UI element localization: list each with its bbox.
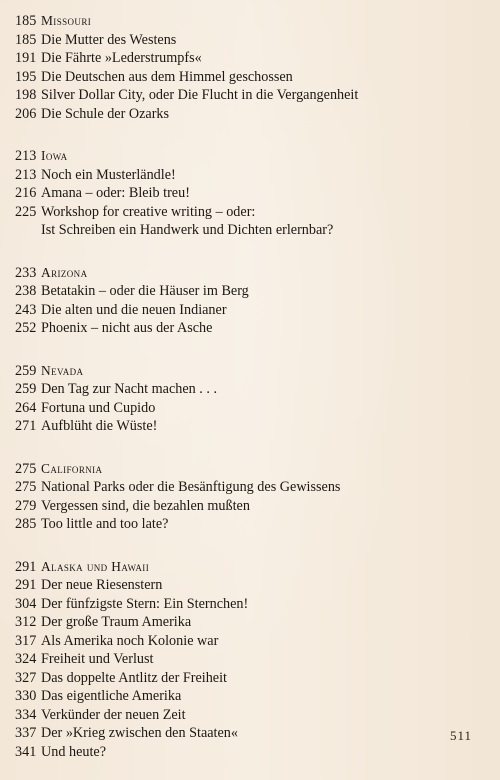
toc-section-heading [15, 147, 485, 166]
toc-page-ref: 252 [15, 320, 37, 336]
toc-page-ref: 185 [15, 13, 37, 29]
toc-entry [15, 724, 485, 743]
toc-entry [15, 515, 485, 534]
toc-entry [15, 301, 485, 320]
toc-entry-title: Vergessen sind, die bezahlen mußten [41, 497, 250, 514]
toc-entry-title: Die Deutschen aus dem Himmel geschossen [41, 68, 293, 85]
toc-entry-continuation: Ist Schreiben ein Handwerk und Dichten erlernbar? [41, 222, 334, 238]
toc-entry-title: Den Tag zur Nacht machen . . . [41, 381, 218, 397]
toc-page-ref: 334 [15, 706, 37, 723]
toc-entry-title: Die Fährte »Lederstrumpfs« [41, 50, 202, 66]
toc-page-ref: 275 [15, 460, 37, 477]
toc-page-ref: 243 [15, 301, 37, 318]
toc-heading-title: California [41, 460, 103, 476]
toc-entry-title: Freiheit und Verlust [41, 651, 154, 667]
toc-section-heading [15, 558, 485, 577]
toc-page-ref: 238 [15, 283, 37, 299]
toc-page-ref: 291 [15, 577, 37, 593]
toc-page-ref: 206 [15, 105, 37, 122]
toc-page-ref: 233 [15, 264, 37, 281]
toc-page-ref: 271 [15, 418, 37, 434]
toc-section-heading [15, 460, 485, 479]
toc-entry-title: Amana – oder: Bleib treu! [41, 185, 190, 201]
toc-page-ref: 275 [15, 479, 37, 495]
toc-entry-title: National Parks oder die Besänftigung des Gewissens [41, 479, 341, 495]
toc-entry-title: Der große Traum Amerika [41, 614, 192, 630]
toc-entry-title: Die Mutter des Westens [41, 31, 177, 48]
toc-entry [15, 184, 485, 203]
toc-page-ref: 330 [15, 688, 37, 704]
toc-entry-title: Der »Krieg zwischen den Staaten« [41, 725, 238, 741]
toc-section-heading [15, 12, 485, 31]
toc-page-ref: 264 [15, 399, 37, 416]
toc-page-ref: 291 [15, 558, 37, 575]
toc-entry [15, 166, 485, 185]
toc-section-heading [15, 362, 485, 381]
toc-entry [15, 203, 485, 222]
toc-entry [15, 743, 485, 762]
toc-entry [15, 687, 485, 706]
toc-entry [15, 319, 485, 338]
toc-entry [15, 68, 485, 87]
toc-section [15, 12, 485, 123]
toc-entry-title: Als Amerika noch Kolonie war [41, 632, 219, 649]
toc-entry-title: Das doppelte Antlitz der Freiheit [41, 669, 227, 686]
toc-page-ref: 195 [15, 68, 37, 85]
page-number: 511 [449, 728, 472, 743]
toc-page-ref: 225 [15, 203, 37, 220]
toc-entry-title: Betatakin – oder die Häuser im Berg [41, 283, 249, 299]
toc-entry-title: Aufblüht die Wüste! [41, 418, 158, 434]
toc-entry-title: Der neue Riesenstern [41, 577, 163, 593]
toc-page-ref: 285 [15, 516, 37, 532]
toc-entry [15, 595, 485, 614]
toc-page-ref: 198 [15, 87, 37, 103]
toc-entry [15, 49, 485, 68]
toc-entry-title: Und heute? [41, 743, 107, 760]
toc-section [15, 460, 485, 534]
toc-entry-title: Verkünder der neuen Zeit [41, 706, 186, 723]
toc-entry-title: Phoenix – nicht aus der Asche [41, 320, 213, 336]
toc-page-ref: 324 [15, 651, 37, 667]
toc-entry [15, 399, 485, 418]
toc-entry [15, 282, 485, 301]
toc-page-ref: 213 [15, 148, 37, 164]
toc-section-heading [15, 264, 485, 283]
toc-entry [15, 105, 485, 124]
toc-entry-title: Workshop for creative writing – oder: [41, 203, 256, 220]
toc-page-ref: 317 [15, 632, 37, 649]
toc-section [15, 558, 485, 762]
toc-entry-title: Die Schule der Ozarks [41, 105, 170, 122]
toc-page-ref: 327 [15, 669, 37, 686]
toc-entry [15, 380, 485, 399]
toc-entry [15, 613, 485, 632]
toc-heading-title: Alaska und Hawaii [41, 558, 150, 574]
toc-page-ref: 259 [15, 362, 37, 379]
toc-entry [15, 417, 485, 436]
toc-entry [15, 706, 485, 725]
toc-page-ref: 337 [15, 725, 37, 741]
toc-page-ref: 279 [15, 497, 37, 514]
toc-entry [15, 576, 485, 595]
toc-entry-title: Fortuna und Cupido [41, 399, 156, 416]
toc-entry-title: Silver Dollar City, oder Die Flucht in die Vergangenheit [41, 87, 359, 103]
toc-entry [15, 31, 485, 50]
toc-section [15, 264, 485, 338]
toc-entry [15, 497, 485, 516]
toc-entry-title: Noch ein Musterländle! [41, 166, 176, 183]
toc-entry-title: Der fünfzigste Stern: Ein Sternchen! [41, 595, 249, 612]
toc-page-ref: 216 [15, 185, 37, 201]
toc-page-ref: 259 [15, 381, 37, 397]
toc-entry [15, 478, 485, 497]
toc-section [15, 147, 485, 240]
toc-entry [15, 86, 485, 105]
toc-page-ref: 213 [15, 166, 37, 183]
toc-entry [15, 632, 485, 651]
table-of-contents [15, 12, 485, 761]
toc-page-ref: 312 [15, 614, 37, 630]
toc-page-ref: 191 [15, 50, 37, 66]
toc-heading-title: Nevada [41, 362, 84, 378]
toc-entry [15, 650, 485, 669]
toc-entry-title: Too little and too late? [41, 516, 169, 532]
toc-entry-title: Die alten und die neuen Indianer [41, 301, 227, 318]
toc-entry-title: Das eigentliche Amerika [41, 688, 182, 704]
toc-entry [15, 669, 485, 688]
toc-page-ref: 341 [15, 743, 37, 760]
toc-heading-title: Iowa [41, 148, 68, 163]
toc-section [15, 362, 485, 436]
toc-page-ref: 304 [15, 595, 37, 612]
toc-page-ref: 185 [15, 31, 37, 48]
toc-heading-title: Missouri [41, 13, 92, 28]
toc-heading-title: Arizona [41, 264, 88, 280]
